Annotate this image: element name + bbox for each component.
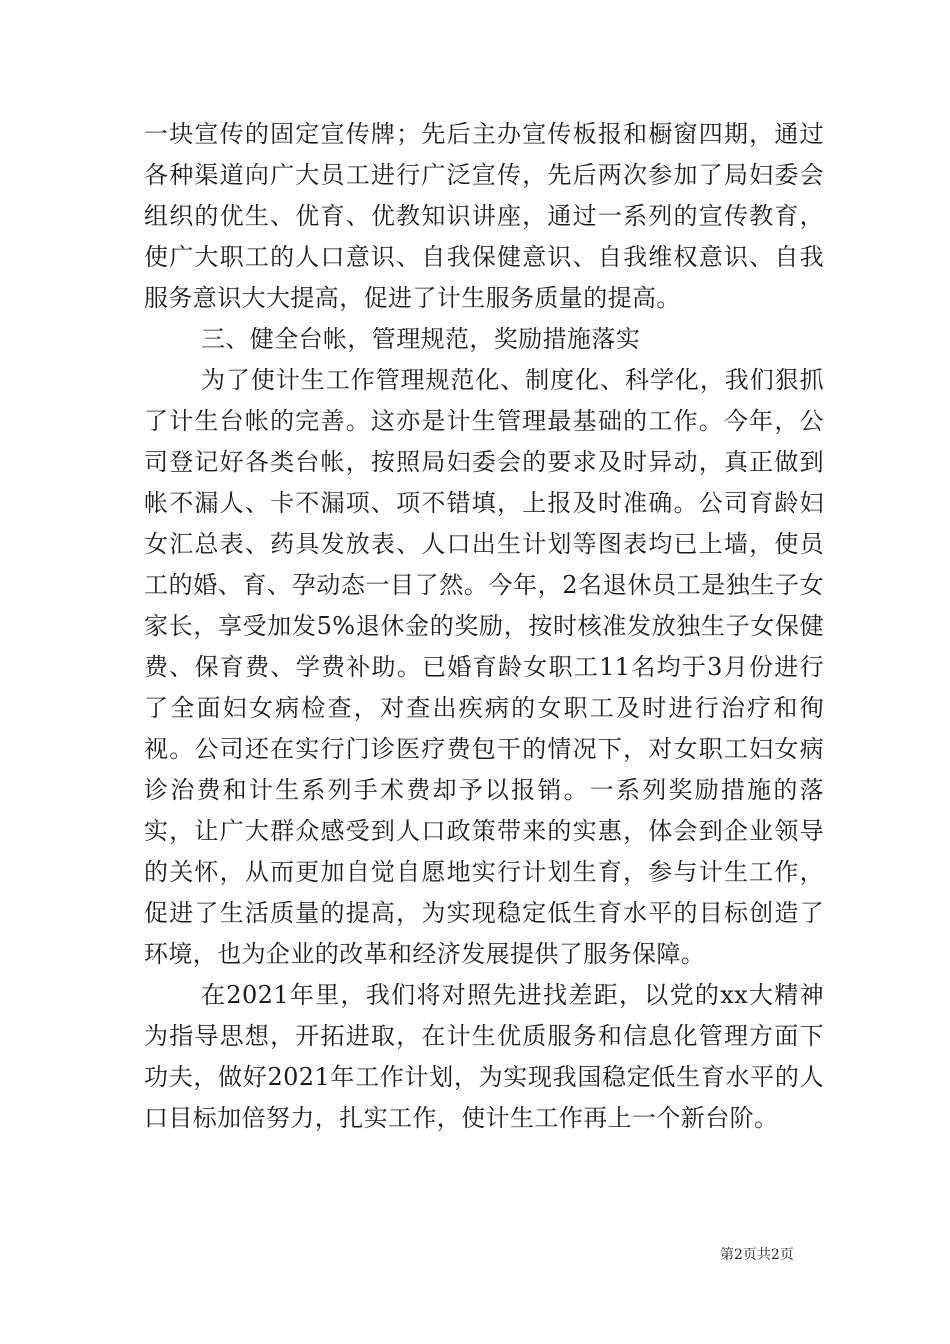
paragraph-continuation: 一块宣传的固定宣传牌；先后主办宣传板报和橱窗四期，通过各种渠道向广大员工进行广泛宣传，先后两次参加了局妇委会组织的优生、优育、优教知识讲座，通过一系列的宣传教育，使广大职工的人口意识、自我保健意识、自我维权意识、自我服务意识大大提高，促进了计生服务质量的提高。 — [144, 120, 824, 312]
page-number: 第2页共2页 — [720, 1247, 794, 1263]
body-text — [144, 114, 824, 1139]
section-heading: 三、健全台帐，管理规范，奖励措施落实 — [201, 325, 641, 353]
paragraph-body: 在2021年里，我们将对照先进找差距，以党的xx大精神为指导思想，开拓进取，在计生优质服务和信息化管理方面下功夫，做好2021年工作计划，为实现我国稳定低生育水平的人口目标加倍努力，扎实工作，使计生工作再上一个新台阶。 — [144, 981, 824, 1132]
paragraph-body: 为了使计生工作管理规范化、制度化、科学化，我们狠抓了计生台帐的完善。这亦是计生管理最基础的工作。今年，公司登记好各类台帐，按照局妇委会的要求及时异动，真正做到帐不漏人、卡不漏项、项不错填，上报及时准确。公司育龄妇女汇总表、药具发放表、人口出生计划等图表均已上墙，使员工的婚、育、孕动态一目了然。今年，2名退休员工是独生子女家长，享受加发5%退休金的奖励，按时核准发放独生子女保健费、保育费、学费补助。已婚育龄女职工11名均于3月份进行了全面妇女病检查，对查出疾病的女职工及时进行治疗和徇视。公司还在实行门诊医疗费包干的情况下，对女职工妇女病诊治费和计生系列手术费却予以报销。一系列奖励措施的落实，让广大群众感受到人口政策带来的实惠，体会到企业领导的关怀，从而更加自觉自愿地实行计划生育，参与计生工作，促进了生活质量的提高，为实现稳定低生育水平的目标创造了环境，也为企业的改革和经济发展提供了服务保障。 — [144, 366, 824, 968]
